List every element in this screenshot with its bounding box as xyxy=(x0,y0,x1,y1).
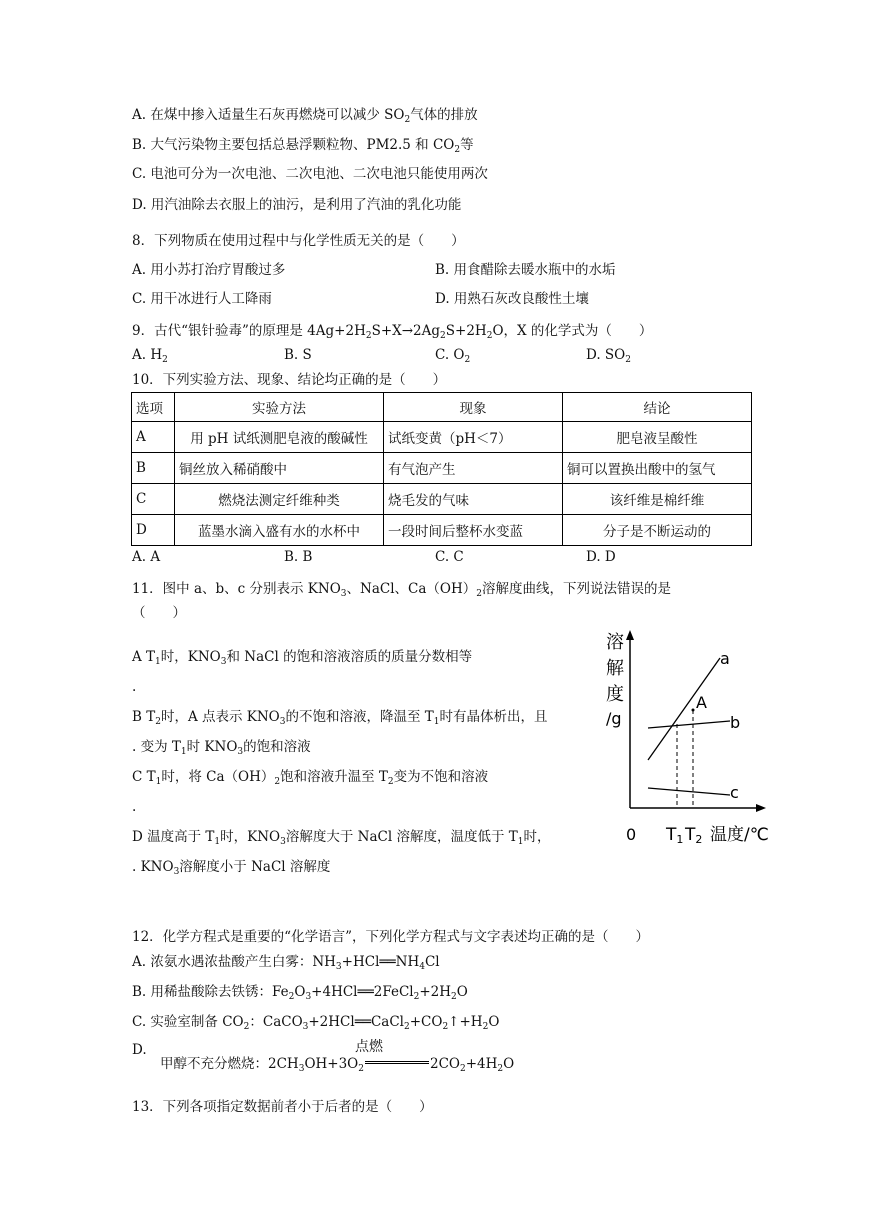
table-cell: 一段时间后整杯水变蓝 xyxy=(384,515,563,546)
q10-answer-d: D. D xyxy=(586,549,616,565)
table-row xyxy=(132,453,752,484)
q10-answer-a: A. A xyxy=(132,549,161,565)
q12-option-b: B. 用稀盐酸除去铁锈：$Fe_2O_3+4HCl══2FeCl_2+2H_2O$ xyxy=(132,984,468,1002)
q9-option-c: C. $O_2$ xyxy=(435,347,471,365)
q12-stem: 12．化学方程式是重要的“化学语言”，下列化学方程式与文字表述均正确的是（ ） xyxy=(132,929,649,945)
origin-label: 0 xyxy=(626,825,637,844)
solubility-graph xyxy=(598,628,773,853)
q10-table xyxy=(131,392,752,546)
table-header-cell: 结论 xyxy=(563,393,752,422)
q7-option-b: B. 大气污染物主要包括总悬浮颗粒物、PM2.5 和 $CO_2$等 xyxy=(132,137,474,155)
q7-option-c: C. 电池可分为一次电池、二次电池、二次电池只能使用两次 xyxy=(132,166,488,182)
q8-option-d: D. 用熟石灰改良酸性土壤 xyxy=(435,291,589,307)
q9-option-a: A. $H_2$ xyxy=(132,347,168,365)
table-header-row xyxy=(132,393,752,422)
table-cell: 该纤维是棉纤维 xyxy=(563,484,752,515)
q7-option-a: A. 在煤中掺入适量生石灰再燃烧可以减少 $SO_2$气体的排放 xyxy=(132,107,478,125)
table-cell: A xyxy=(132,422,175,453)
table-header-cell: 选项 xyxy=(132,393,175,422)
q12-option-d-label: D. xyxy=(132,1042,147,1058)
x-arrow-icon xyxy=(756,804,766,812)
q12-option-d: 甲醇不充分燃烧：$2CH_3OH+3O_2$ $2CO_2+4H_2O$ xyxy=(160,1056,515,1074)
q11-option-a-dot: . xyxy=(132,679,137,695)
q11-option-c: C $T_1$时，将 $Ca(OH)_2$饱和溶液升温至 $T_2$变为不饱和溶液 xyxy=(132,769,489,787)
q11-option-a: A $T_1$时，$KNO_3$和 NaCl 的饱和溶液溶质的质量分数相等 xyxy=(132,649,473,667)
y-label-char: /g xyxy=(606,709,622,728)
q11-option-b: B $T_2$时，A 点表示 $KNO_3$的不饱和溶液，降温至 $T_1$时有晶体析出，且 xyxy=(132,709,548,727)
table-row xyxy=(132,422,752,453)
x-axis-label: 温度/℃ xyxy=(710,825,769,845)
t1-label: T1 xyxy=(666,825,684,846)
table-cell: 肥皂液呈酸性 xyxy=(563,422,752,453)
table-cell: 用 pH 试纸测肥皂液的酸碱性 xyxy=(175,422,384,453)
q9-stem: 9．古代“银针验毒”的原理是 $4Ag+2H_2S+X\to 2Ag_2S+2H_2O$，X 的化学式为（ ） xyxy=(132,323,653,341)
q7-option-d: D. 用汽油除去衣服上的油污，是利用了汽油的乳化功能 xyxy=(132,197,462,213)
q12-option-c: C. 实验室制备 $CO_2$：$CaCO_3+2HCl══CaCl_2+CO_2↑+H_2O$ xyxy=(132,1014,500,1032)
point-a-label: A xyxy=(696,693,707,712)
table-cell: 燃烧法测定纤维种类 xyxy=(175,484,384,515)
curve-a-label: a xyxy=(720,649,730,668)
q13-stem: 13．下列各项指定数据前者小于后者的是（ ） xyxy=(132,1099,433,1115)
reaction-condition: 点燃 xyxy=(355,1039,383,1055)
q8-stem: 8．下列物质在使用过程中与化学性质无关的是（ ） xyxy=(132,233,465,249)
table-cell: 烧毛发的气味 xyxy=(384,484,563,515)
q11-option-c-dot: . xyxy=(132,799,137,815)
table-cell: 试纸变黄（pH＜7） xyxy=(384,422,563,453)
q11-option-b-cont: . 变为 $T_1$时 $KNO_3$的饱和溶液 xyxy=(132,739,311,757)
q8-option-a: A. 用小苏打治疗胃酸过多 xyxy=(132,262,286,278)
table-cell: D xyxy=(132,515,175,546)
q11-option-d: D 温度高于 $T_1$时，$KNO_3$溶解度大于 NaCl 溶解度，温度低于 $T_1$时， xyxy=(132,829,551,847)
q9-option-d: D. $SO_2$ xyxy=(586,347,631,365)
table-cell: 铜丝放入稀硝酸中 xyxy=(175,453,384,484)
q9-option-b: B. S xyxy=(284,347,312,363)
curve-c xyxy=(648,788,730,795)
q10-answer-b: B. B xyxy=(284,549,313,565)
table-cell: 有气泡产生 xyxy=(384,453,563,484)
table-cell: 铜可以置换出酸中的氢气 xyxy=(563,453,752,484)
q8-option-c: C. 用干冰进行人工降雨 xyxy=(132,291,272,307)
t2-label: T2 xyxy=(685,825,703,846)
q8-option-b: B. 用食醋除去暖水瓶中的水垢 xyxy=(435,262,616,278)
q10-stem: 10．下列实验方法、现象、结论均正确的是（ ） xyxy=(132,372,447,388)
curve-b-label: b xyxy=(730,713,741,732)
q11-stem: 11．图中 a、b、c 分别表示 $KNO_3$、NaCl、$Ca(OH)_2$溶解度曲线，下列说法错误的是 xyxy=(132,581,671,599)
curve-c-label: c xyxy=(730,783,739,802)
table-cell: 蓝墨水滴入盛有水的水杯中 xyxy=(175,515,384,546)
table-row xyxy=(132,515,752,546)
y-axis-label xyxy=(606,632,624,728)
reaction-arrow xyxy=(365,1061,429,1064)
y-label-char: 度 xyxy=(606,684,624,705)
y-label-char: 解 xyxy=(606,658,624,679)
table-cell: C xyxy=(132,484,175,515)
table-header-cell: 现象 xyxy=(384,393,563,422)
curve-a xyxy=(648,658,720,760)
table-header-cell: 实验方法 xyxy=(175,393,384,422)
table-cell: B xyxy=(132,453,175,484)
q11-stem-paren: （ ） xyxy=(132,605,186,621)
curve-b xyxy=(648,721,730,728)
y-arrow-icon xyxy=(626,630,634,640)
point-a-marker xyxy=(692,709,695,712)
table-cell: 分子是不断运动的 xyxy=(563,515,752,546)
table-row xyxy=(132,484,752,515)
q11-option-d-cont: . $KNO_3$溶解度小于 NaCl 溶解度 xyxy=(132,859,331,877)
y-label-char: 溶 xyxy=(606,632,624,653)
q10-answer-c: C. C xyxy=(435,549,464,565)
q12-option-a: A. 浓氨水遇浓盐酸产生白雾：$NH_3+HCl══NH_4Cl$ xyxy=(132,954,440,972)
